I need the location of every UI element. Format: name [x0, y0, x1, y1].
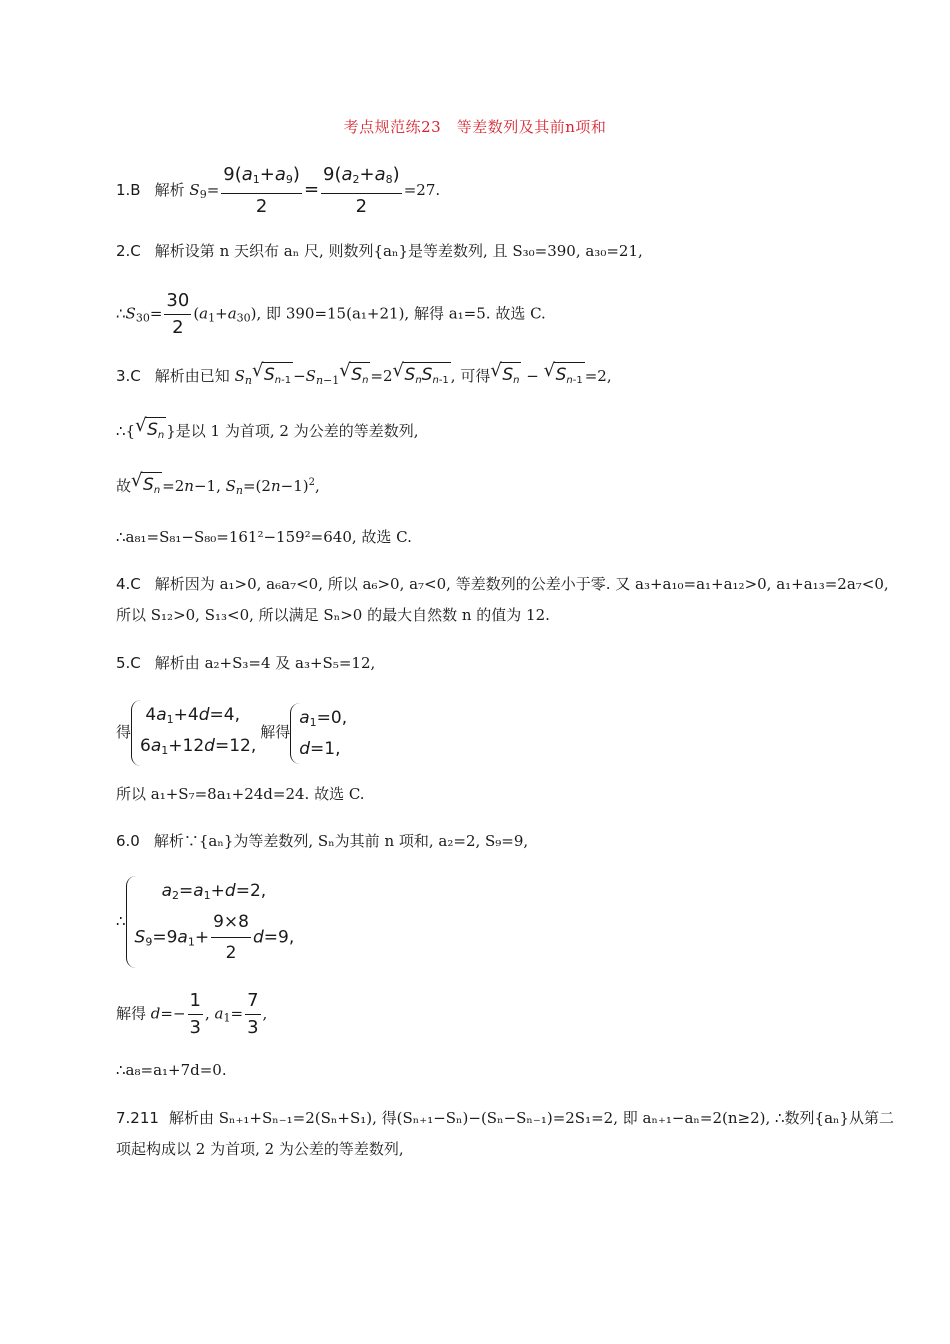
q5-line1 [116, 652, 375, 674]
q1-formula: $S_9=$ $\frac{9(a1+a9)}{2}$ = $\frac{9(a2+a8)}{2}$ =27. [189, 164, 441, 217]
q5-line3 [116, 783, 365, 805]
q4-number: 4.C [116, 575, 141, 593]
q5-solve: 解得 [260, 723, 291, 741]
q5-system1: 4a1+4d=4, 6a1+12d=12, [131, 700, 260, 766]
q4-line2 [116, 604, 550, 626]
q6-line3: 解得 d=− $\frac{1}{3}$ , $a_1=$ $\frac{7}{3}$ , [116, 990, 268, 1038]
q6-solve: 解得 [116, 1004, 147, 1023]
q5-system-line [116, 700, 351, 766]
q1-number: 1.B [116, 181, 141, 199]
q1-label: 解析 [154, 181, 185, 199]
q6-number: 6.0 [116, 832, 140, 850]
q7-text2: 项起构成以 2 为首项, 2 为公差的等差数列, [116, 1140, 404, 1158]
q3-line1: 3.C 解析由已知 $S_n$ √ $Sn-1 -S_{n-1}$ √ Sn =2 √ SnSn-1 , 可得 √ Sn − √ Sn-1 =2, [116, 362, 612, 392]
q2-line2: $\therefore S_{30}=$ $\frac{30}{2}$ $(a_1+a_{30})$, 即 390=15(a₁+21), 解得 a₁=5. 故选 C. [116, 290, 546, 338]
q6-conclusion: ∴a₈=a₁+7d=0. [116, 1061, 227, 1079]
q6-system: a2=a1+d=2, S9=9a1+ $\frac{9\times 8}{2}$ d=9, [126, 876, 299, 968]
q4-text2: 所以 S₁₂>0, S₁₃<0, 所以满足 Sₙ>0 的最大自然数 n 的值为 12. [116, 606, 550, 624]
q4-text1: 解析因为 a₁>0, a₆a₇<0, 所以 a₆>0, a₇<0, 等差数列的公差小于零. 又 a₃+a₁₀=a₁+a₁₂>0, a₁+a₁₃=2a₇<0, [154, 575, 889, 593]
q5-number: 5.C [116, 654, 141, 672]
page-title: 考点规范练23 等差数列及其前n项和 [343, 118, 607, 136]
q7-line1 [116, 1107, 894, 1129]
q3-number: 3.C [116, 367, 141, 385]
q3-therefore: 故 [116, 477, 132, 495]
q3-statement: 是以 1 为首项, 2 为公差的等差数列, [175, 422, 419, 440]
q3-conclusion: a₈₁=S₈₁−S₈₀=161²−159²=640, 故选 C. [125, 528, 412, 546]
q6-line4 [116, 1059, 227, 1081]
q6-line1 [116, 830, 528, 852]
q6-system-line: ∴ a2=a1+d=2, S9=9a1+ $\frac{9\times 8}{2}$ d=9, [116, 876, 298, 968]
q3-line3: 故 √ Sn =2n−1, $S_n=(2n-1)^2$, [116, 472, 320, 502]
q5-system2: a1=0, d=1, [290, 703, 351, 764]
q3-line2: ∴{ √ Sn }是以 1 为首项, 2 为公差的等差数列, [116, 417, 418, 447]
q6-text1: 解析∵{aₙ}为等差数列, Sₙ为其前 n 项和, a₂=2, S₉=9, [153, 832, 529, 850]
q3-mid: , 可得 [450, 367, 491, 385]
q7-text1: 解析由 Sₙ₊₁+Sₙ₋₁=2(Sₙ+S₁), 得(Sₙ₊₁−Sₙ)−(Sₙ−Sₙ₋₁)=2S₁=2, 即 aₙ₊₁−aₙ=2(n≥2), ∴数列{aₙ}从第二 [168, 1109, 895, 1127]
q5-text1: 解析由 a₂+S₃=4 及 a₃+S₅=12, [154, 654, 376, 672]
q1-line [116, 164, 440, 218]
q7-number: 7.211 [116, 1109, 159, 1127]
q2-text: 解析设第 n 天织布 aₙ 尺, 则数列{aₙ}是等差数列, 且 S₃₀=390, a₃₀=21, [154, 242, 643, 260]
q3-label: 解析由已知 [154, 367, 230, 385]
q2-line1 [116, 240, 643, 262]
q3-line4: ∴a₈₁=S₈₁−S₈₀=161²−159²=640, 故选 C. [116, 528, 412, 546]
q2-number: 2.C [116, 242, 141, 260]
q4-line1 [116, 573, 889, 595]
q5-conclusion: 所以 a₁+S₇=8a₁+24d=24. 故选 C. [116, 785, 365, 803]
q5-de: 得 [116, 723, 132, 741]
q2-conclusion: 即 390=15(a₁+21), 解得 a₁=5. 故选 C. [266, 304, 546, 323]
q7-line2 [116, 1138, 404, 1160]
